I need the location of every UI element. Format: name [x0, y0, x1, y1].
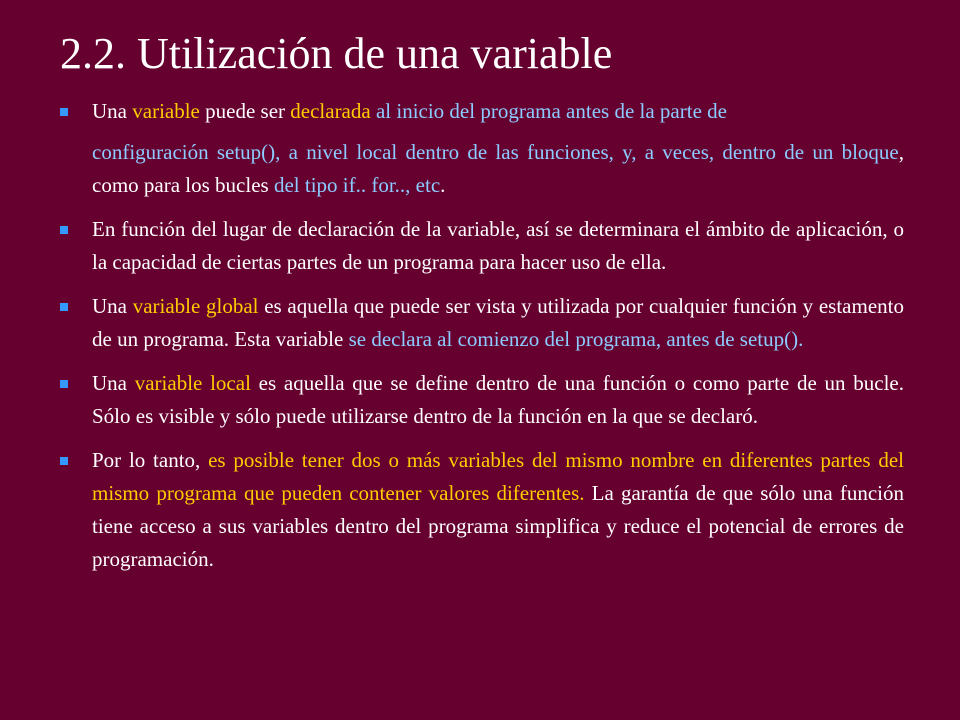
square-bullet-icon — [60, 303, 68, 311]
square-bullet-icon — [60, 457, 68, 465]
bullet-item-global — [60, 290, 904, 356]
text-segment: puede ser — [199, 99, 291, 123]
text-segment: , como para los bucles — [92, 140, 904, 197]
text-segment: En función del lugar de declaración de la variable, así se determinara el ámbito de aplicación, o la capacidad de ciertas partes de un programa para hacer uso de ella. — [92, 217, 904, 274]
highlight-global-declaration: se declara al comienzo del programa, antes de setup(). — [348, 327, 804, 351]
square-bullet-icon — [60, 226, 68, 234]
highlight-variable-local: variable local — [134, 371, 251, 395]
bullet-item-declaration — [60, 95, 904, 202]
highlight-variable-global: variable global — [132, 294, 259, 318]
square-bullet-icon — [60, 380, 68, 388]
highlight-variable: variable — [132, 99, 200, 123]
highlight-same-name-variables: es posible tener dos o más variables del mismo nombre en diferentes partes del mismo programa que pueden contener valores diferentes. — [92, 448, 905, 505]
text-segment: La garantía de que sólo una función tiene acceso a sus variables dentro del programa simplifica y reduce el potencial de errores de programación. — [92, 481, 904, 571]
bullet-item-local — [60, 367, 904, 433]
text-segment: Por lo tanto, — [92, 448, 209, 472]
text-segment: Una — [92, 294, 133, 318]
highlight-setup-scope: configuración setup(), a nivel local dentro de las funciones, y, a veces, dentro de un bloque — [92, 140, 899, 164]
highlight-declarada: declarada — [290, 99, 371, 123]
bullet-list — [60, 95, 904, 576]
bullet-item-scope — [60, 213, 904, 279]
text-segment: . — [440, 173, 446, 197]
bullet-item-conclusion — [60, 444, 904, 576]
text-segment: Una — [92, 371, 135, 395]
highlight-loop-types: del tipo if.. for.., etc — [273, 173, 441, 197]
slide-title: 2.2. Utilización de una variable — [60, 29, 613, 78]
first-line — [92, 95, 904, 128]
text-segment: es aquella que se define dentro de una función o como parte de un bucle. Sólo es visible y sólo puede utilizarse dentro de la función en la que se declaró. — [92, 371, 904, 428]
highlight-inicio-programa: al inicio del programa antes de la parte de — [370, 99, 727, 123]
text-segment: es aquella que puede ser vista y utilizada por cualquier función y estamento de un programa. Esta variable — [92, 294, 904, 351]
text-segment: Una — [92, 99, 133, 123]
square-bullet-icon — [60, 108, 68, 116]
